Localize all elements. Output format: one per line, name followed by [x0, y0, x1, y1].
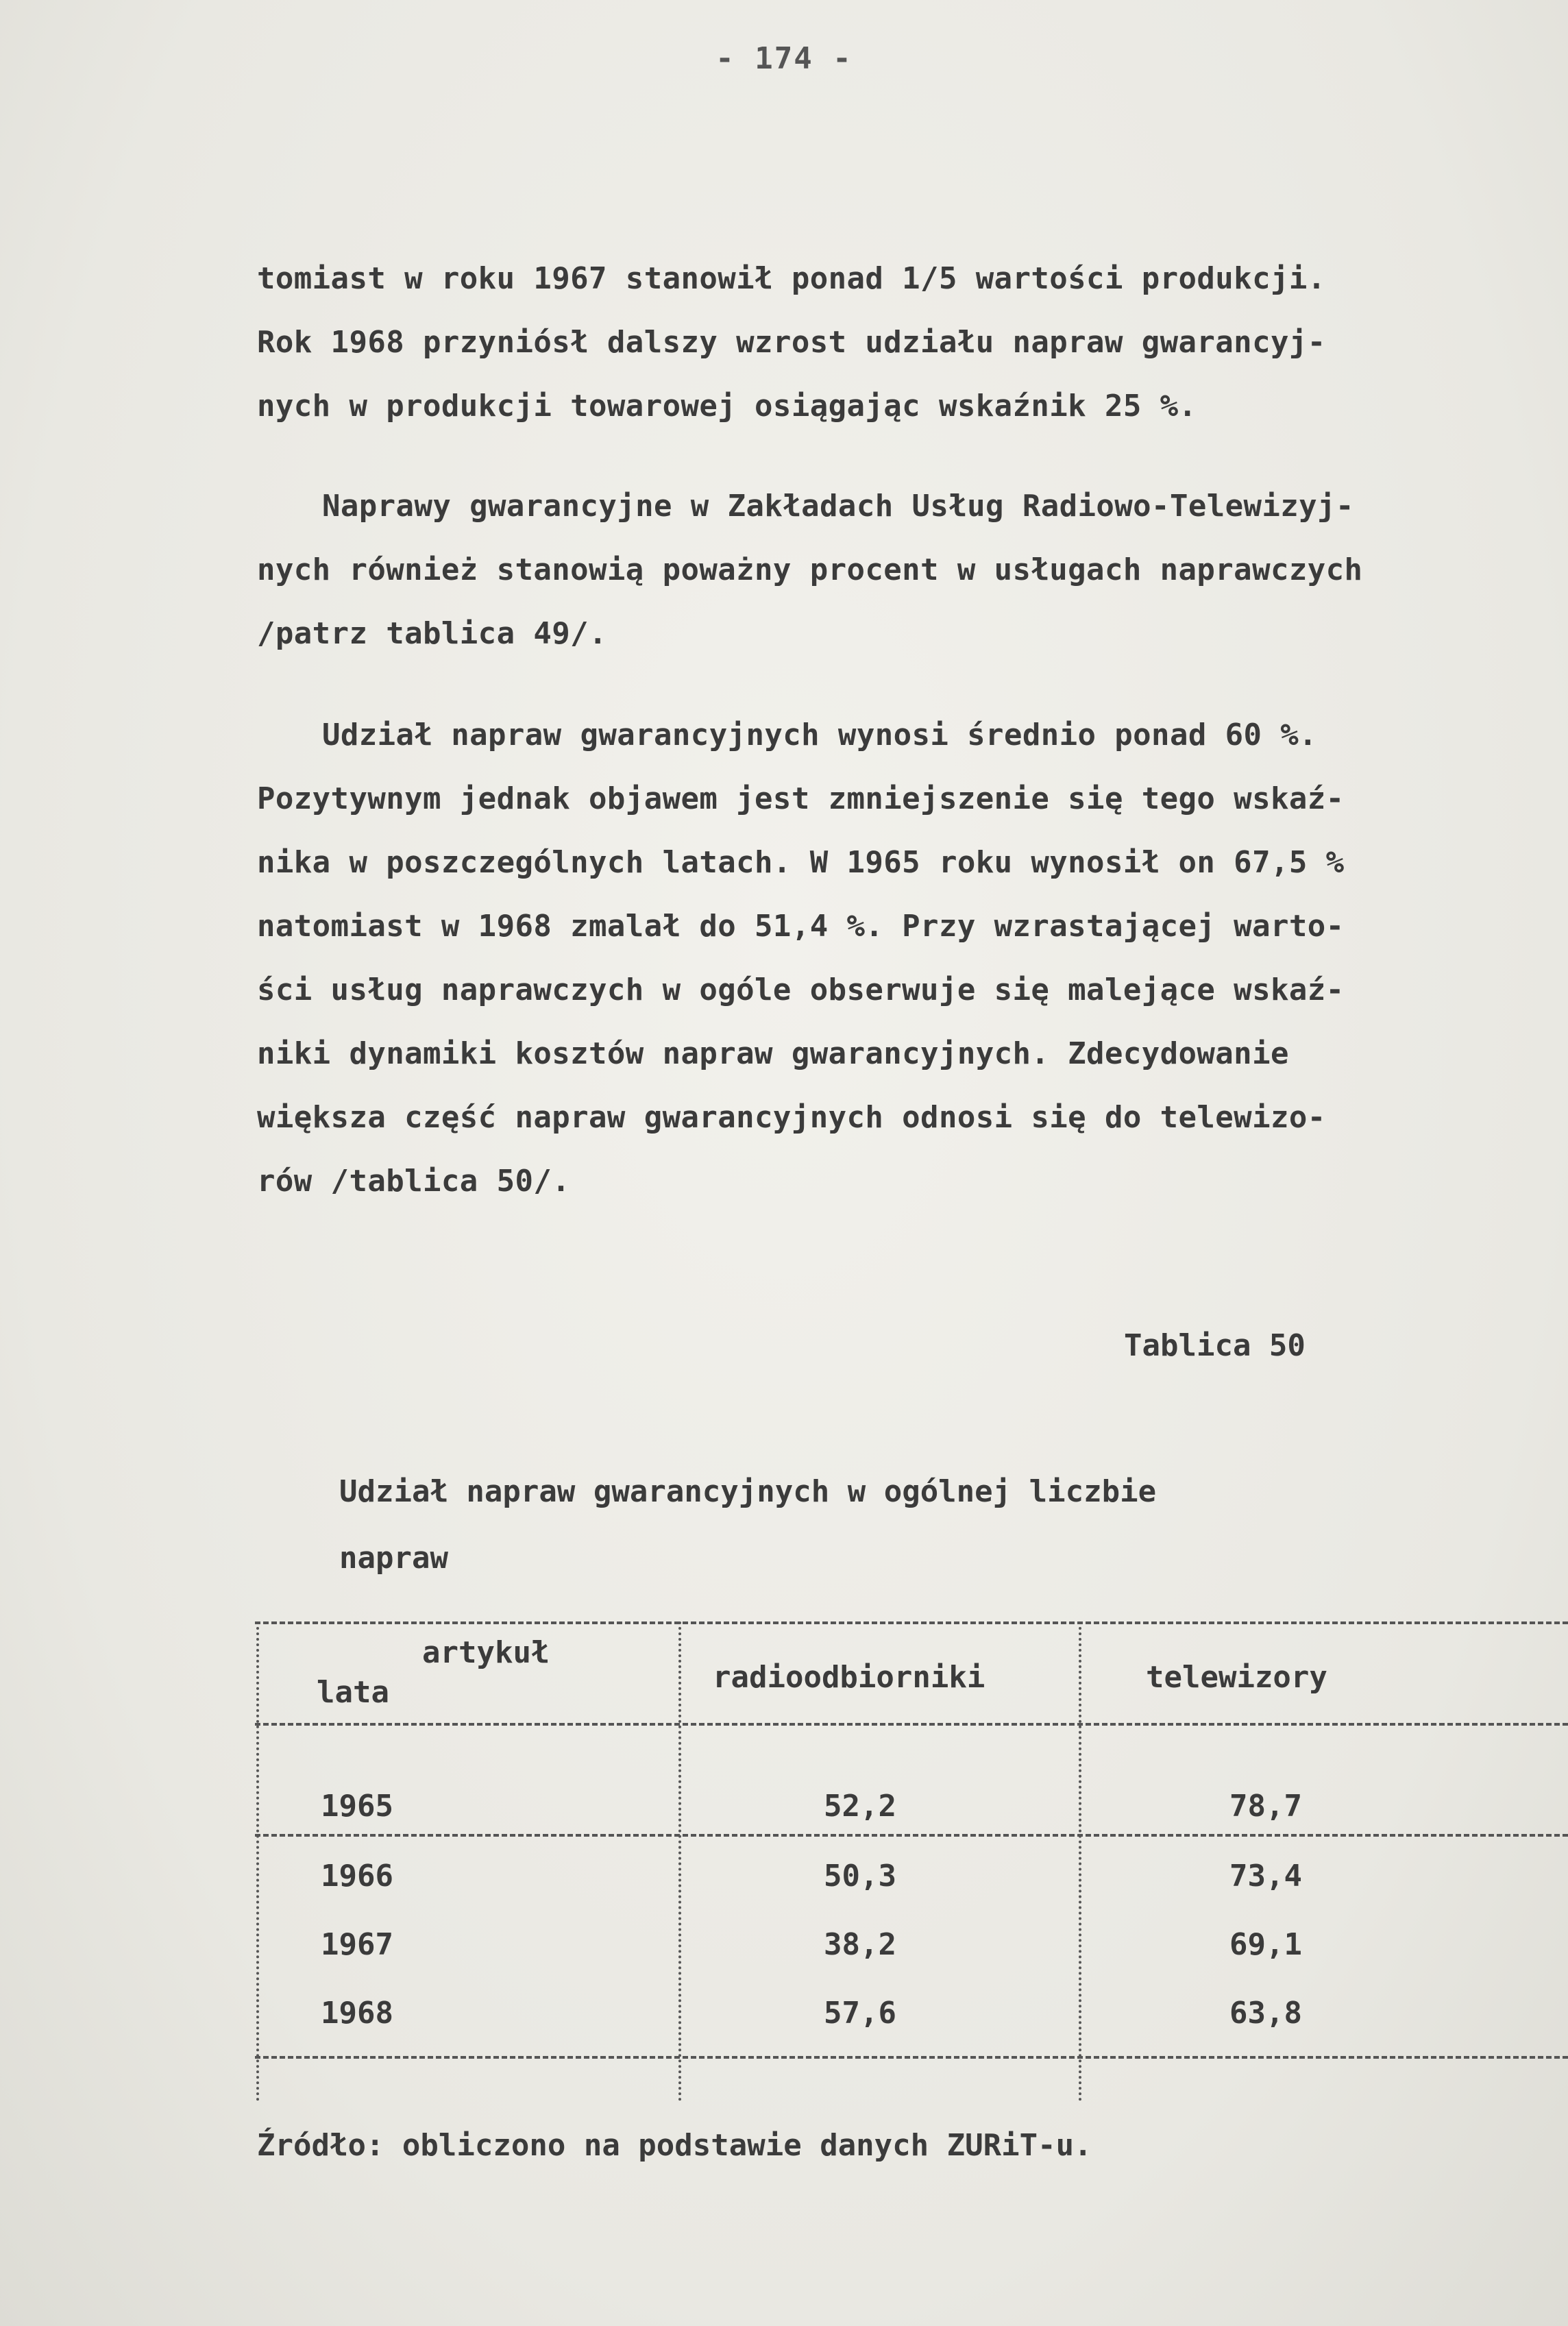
table-title-line: Udział napraw gwarancyjnych w ogólnej liczbie [339, 1474, 1157, 1509]
paragraph-line: nika w poszczególnych latach. W 1965 roku wynosił on 67,5 % [257, 845, 1345, 880]
paragraph-1 [257, 247, 1497, 438]
table-cell-year: 1965 [321, 1789, 393, 1824]
paragraph-line: Rok 1968 przyniósł dalszy wzrost udziału napraw gwarancyj- [257, 325, 1326, 360]
paragraph-line: Naprawy gwarancyjne w Zakładach Usług Radiowo-Telewizyj- [322, 489, 1354, 524]
header-radioodbiorniki: radioodbiorniki [713, 1660, 985, 1695]
table-cell-year: 1966 [321, 1859, 393, 1894]
paragraph-line: /patrz tablica 49/. [257, 616, 607, 651]
table-cell-tv: 63,8 [1229, 1996, 1302, 2031]
paragraph-line: nych w produkcji towarowej osiągając wskaźnik 25 %. [257, 389, 1197, 424]
table-cell-radio: 50,3 [824, 1859, 896, 1894]
table-cell-tv: 69,1 [1229, 1927, 1302, 1962]
paragraph-2 [257, 474, 1497, 665]
paragraph-line: nych również stanowią poważny procent w usługach naprawczych [257, 552, 1363, 587]
table-title [339, 1458, 1436, 1591]
paragraph-line: ści usług naprawczych w ogóle obserwuje się malejące wskaź- [257, 972, 1345, 1007]
table-cell-radio: 52,2 [824, 1789, 896, 1824]
paragraph-3 [257, 703, 1497, 1213]
paragraph-line: Udział napraw gwarancyjnych wynosi średnio ponad 60 %. [322, 718, 1318, 752]
table-cell-radio: 38,2 [824, 1927, 896, 1962]
paragraph-line: większa część napraw gwarancyjnych odnosi się do telewizo- [257, 1100, 1326, 1135]
paragraph-line: Pozytywnym jednak objawem jest zmniejszenie się tego wskaź- [257, 781, 1345, 816]
paragraph-line: tomiast w roku 1967 stanowił ponad 1/5 wartości produkcji. [257, 261, 1326, 296]
paragraph-line: natomiast w 1968 zmalał do 51,4 %. Przy wzrastającej warto- [257, 909, 1345, 944]
table-cell-tv: 73,4 [1229, 1859, 1302, 1894]
header-artykul: artykuł [422, 1635, 550, 1670]
table-rule-body-bottom [255, 2056, 1568, 2059]
table-cell-year: 1968 [321, 1996, 393, 2031]
source-note: Źródło: obliczono na podstawie danych ZURiT-u. [257, 2128, 1092, 2163]
data-table-body [255, 1645, 1568, 2056]
paragraph-line: niki dynamiki kosztów napraw gwarancyjnych. Zdecydowanie [257, 1036, 1289, 1071]
table-title-line: napraw [339, 1541, 448, 1576]
table-rule-top [255, 1621, 1568, 1624]
table-cell-year: 1967 [321, 1927, 393, 1962]
table-label: Tablica 50 [1124, 1328, 1306, 1363]
header-telewizory: telewizory [1146, 1660, 1327, 1695]
paragraph-line: rów /tablica 50/. [257, 1164, 571, 1199]
page-number: - 174 - [715, 41, 853, 76]
table-cell-tv: 78,7 [1229, 1789, 1302, 1824]
header-lata: lata [317, 1675, 389, 1710]
table-cell-radio: 57,6 [824, 1996, 896, 2031]
